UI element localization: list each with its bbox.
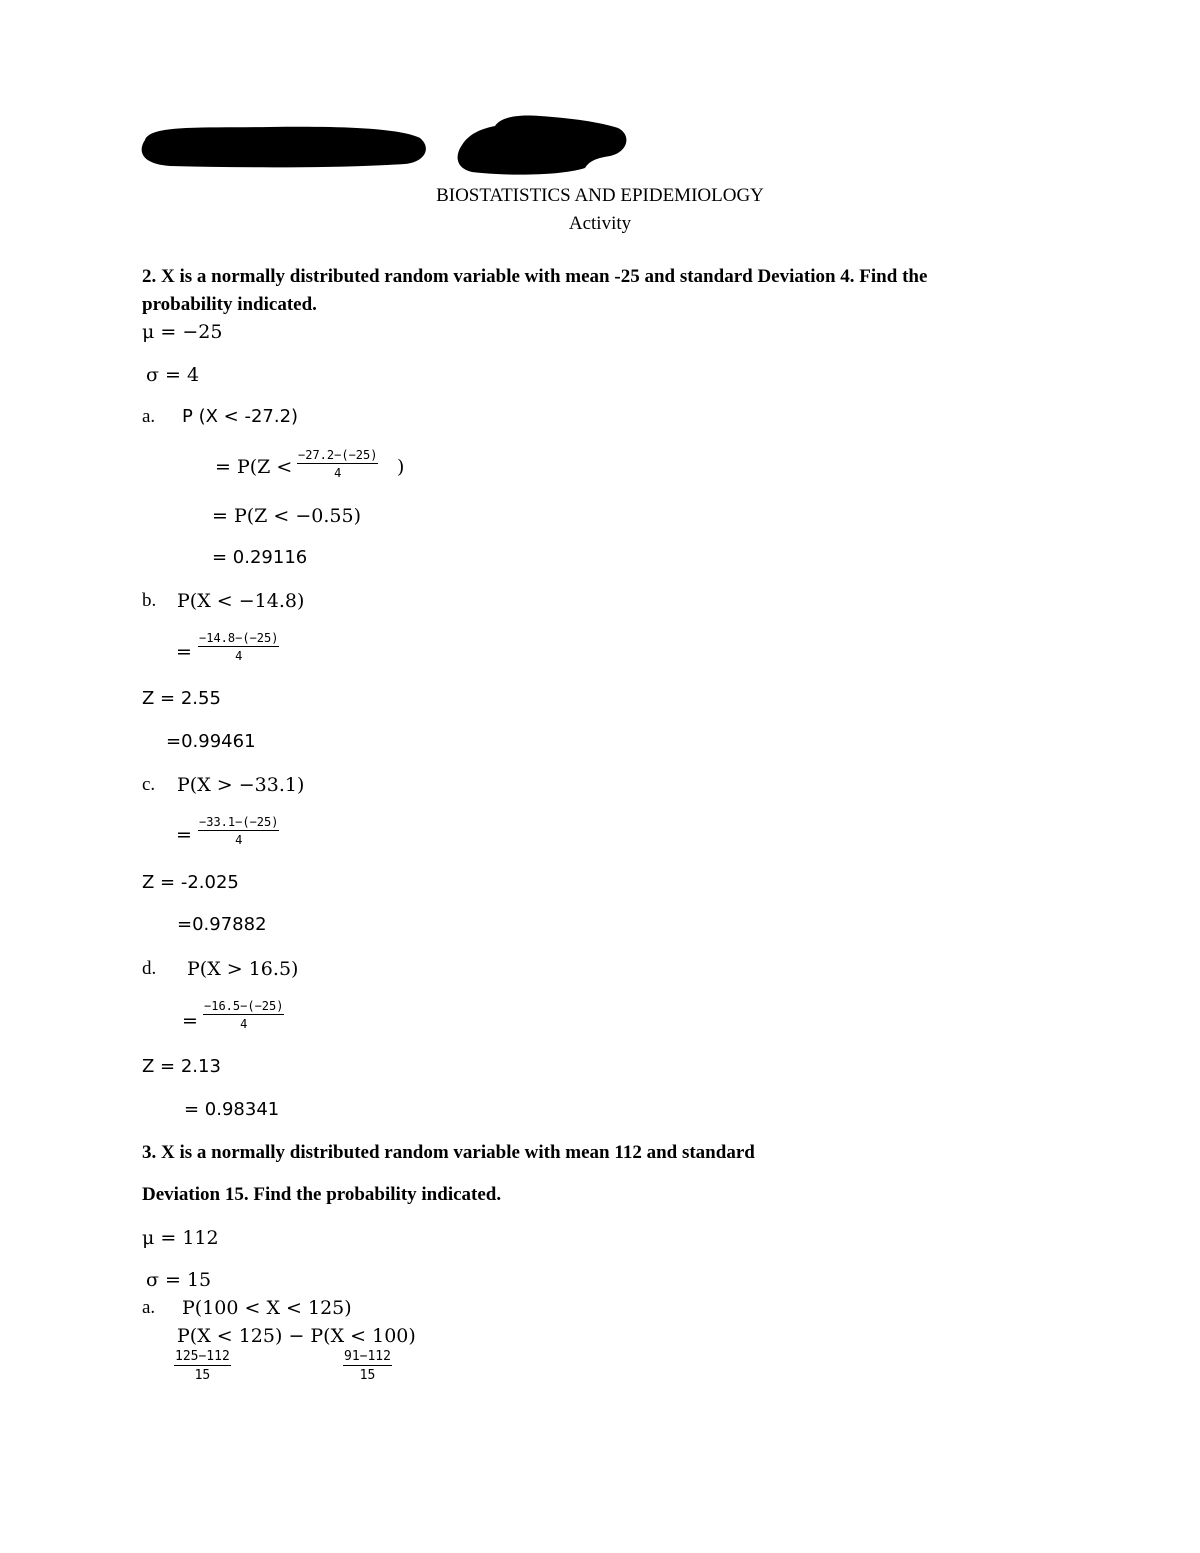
q3-mu: μ = 112 [142,1227,219,1249]
q2-prompt-line1: 2. X is a normally distributed random variable with mean -25 and standard Deviation 4. Find the [142,266,928,287]
q3a-expansion: P(X < 125) − P(X < 100) [177,1325,416,1347]
q2b-fraction [198,631,279,663]
q2d-label: d. [142,958,157,979]
fraction-denominator: 4 [240,1017,248,1031]
q2a-step1-prefix: = P(Z < [215,456,293,478]
q2b-result: =0.99461 [166,731,256,752]
q2b-label: b. [142,590,157,611]
q3a-label: a. [142,1297,156,1318]
q2-mu: μ = −25 [142,321,223,343]
document-subtitle: Activity [568,213,632,234]
q2b-z: Z = 2.55 [142,688,221,709]
q2b-expression: P(X < −14.8) [177,590,305,612]
q2d-expression: P(X > 16.5) [187,958,299,980]
q3-sigma: σ = 15 [146,1269,212,1291]
q3a-fraction-2 [343,1349,392,1383]
q3-prompt-line2: Deviation 15. Find the probability indicated. [142,1184,502,1205]
fraction-denominator: 15 [194,1368,211,1383]
q2a-result: = 0.29116 [212,547,308,568]
fraction-denominator: 4 [334,466,342,480]
document-title: BIOSTATISTICS AND EPIDEMIOLOGY [436,185,764,206]
q2b-equals: = [176,641,192,663]
q2c-label: c. [142,774,156,795]
fraction-denominator: 4 [235,833,243,847]
q2c-fraction [198,815,279,847]
q2c-z: Z = -2.025 [142,872,239,893]
q2c-equals: = [176,824,192,846]
q3a-expression: P(100 < X < 125) [182,1297,352,1319]
fraction-numerator: −14.8−(−25) [199,631,279,645]
q3-prompt-line1: 3. X is a normally distributed random variable with mean 112 and standard [142,1142,755,1163]
fraction-numerator: 91−112 [344,1349,391,1364]
redaction-mark [0,0,1200,200]
q2c-result: =0.97882 [177,914,267,935]
q2d-fraction [203,999,284,1031]
q2a-step2: = P(Z < −0.55) [212,505,361,527]
q2a-expression: P (X < -27.2) [182,406,299,427]
q3a-fraction-1 [174,1349,231,1383]
fraction-numerator: −33.1−(−25) [199,815,279,829]
q2a-label: a. [142,406,156,427]
fraction-denominator: 4 [235,649,243,663]
fraction-numerator: −27.2−(−25) [298,448,378,462]
q2a-step1-fraction [297,448,378,480]
fraction-denominator: 15 [359,1368,376,1383]
fraction-numerator: 125−112 [175,1349,230,1364]
q2a-step1-suffix: ) [397,456,405,478]
q2d-z: Z = 2.13 [142,1056,221,1077]
q2c-expression: P(X > −33.1) [177,774,305,796]
q2d-result: = 0.98341 [184,1099,280,1120]
fraction-numerator: −16.5−(−25) [204,999,284,1013]
q2d-equals: = [182,1010,198,1032]
q2-sigma: σ = 4 [146,364,200,386]
q2-prompt-line2: probability indicated. [142,294,317,315]
